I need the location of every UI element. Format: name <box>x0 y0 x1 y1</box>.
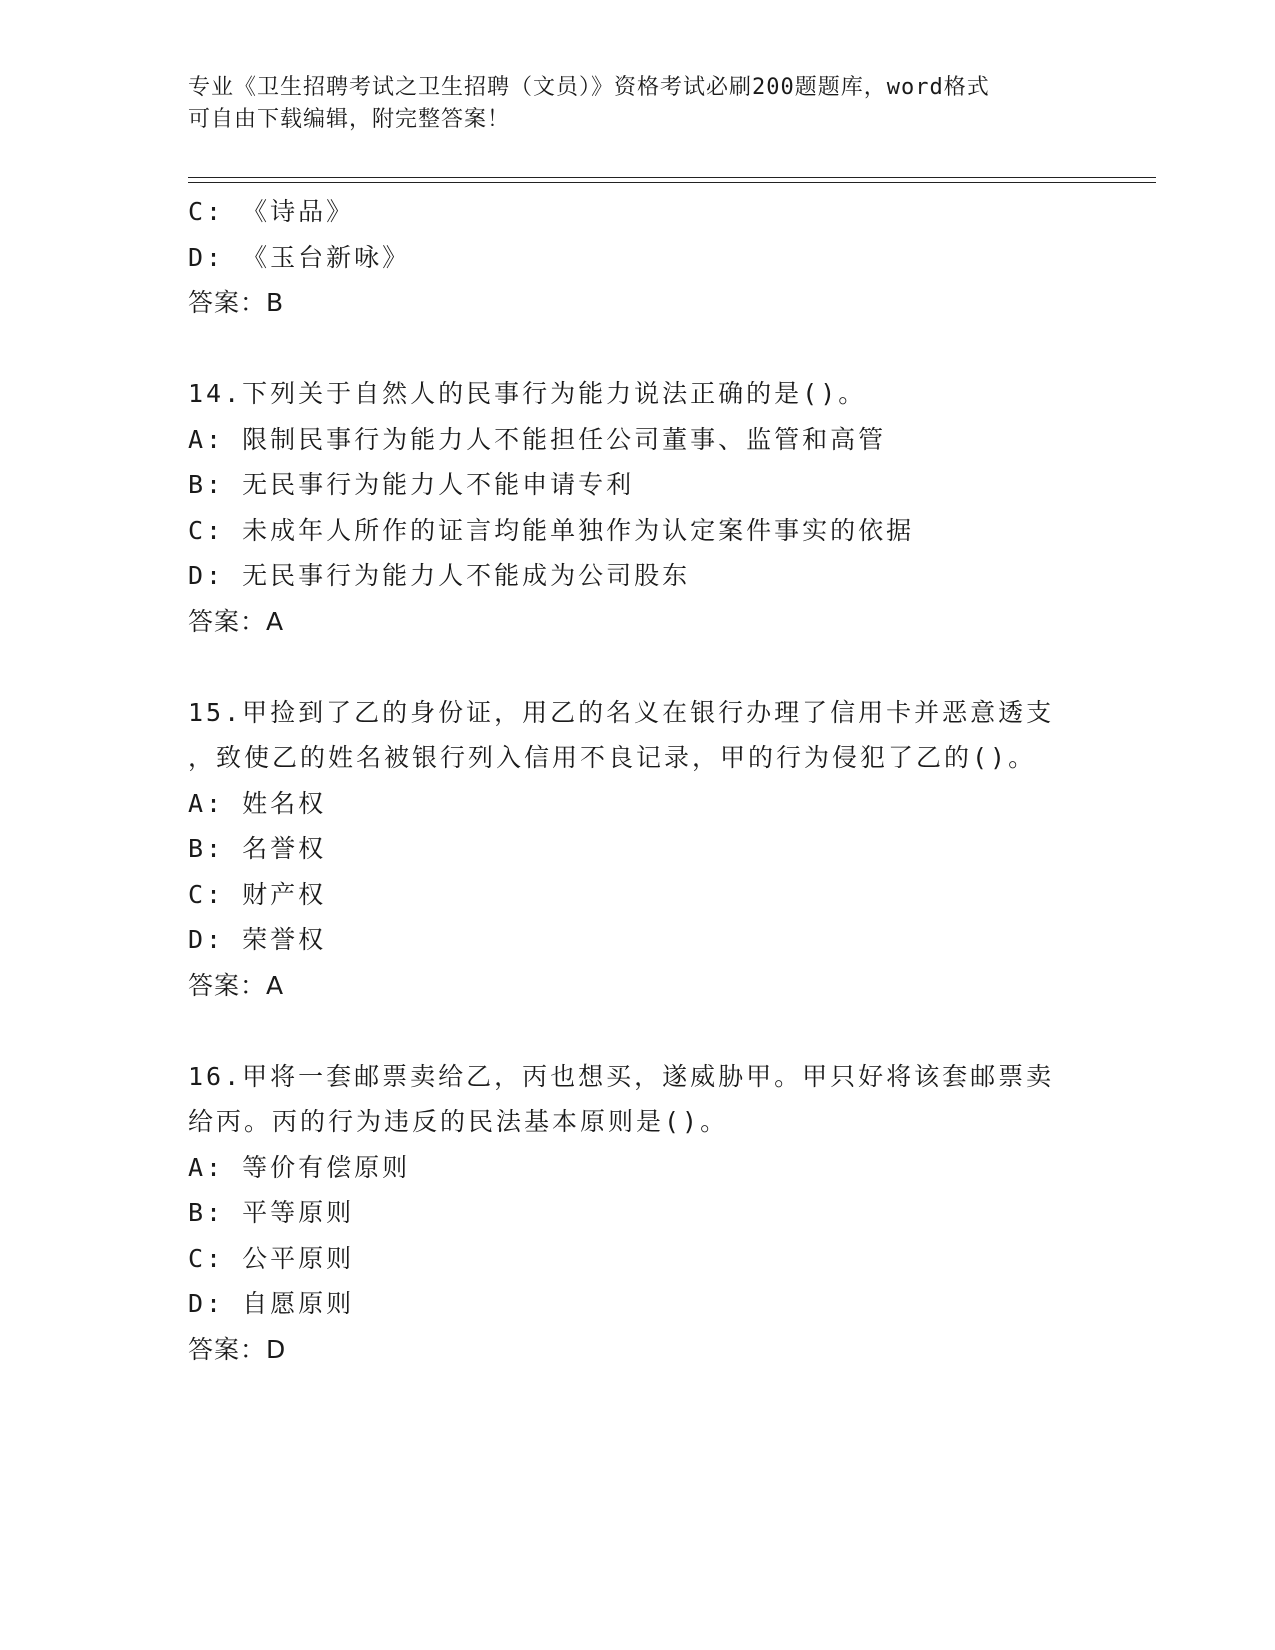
option-d: D: 自愿原则 <box>188 1289 355 1318</box>
document-header <box>188 72 1088 136</box>
question-stem-line-2: ，致使乙的姓名被银行列入信用不良记录，甲的行为侵犯了乙的()。 <box>188 743 1037 772</box>
header-divider-bottom <box>188 182 1156 183</box>
question-15 <box>188 690 1088 1009</box>
header-line-1: 专业《卫生招聘考试之卫生招聘（文员）》资格考试必刷200题题库，word格式 <box>188 75 990 100</box>
option-c: C: 未成年人所作的证言均能单独作为认定案件事实的依据 <box>188 515 915 545</box>
question-stem-line-2: 给丙。丙的行为违反的民法基本原则是()。 <box>188 1107 729 1136</box>
option-a: A: 限制民事行为能力人不能担任公司董事、监管和高管 <box>188 424 887 454</box>
question-13-continuation <box>188 189 1088 326</box>
option-d: D: 《玉台新咏》 <box>188 242 411 272</box>
option-c: C: 公平原则 <box>188 1243 355 1273</box>
option-b: B: 平等原则 <box>188 1198 355 1227</box>
question-16 <box>188 1054 1088 1373</box>
option-b: B: 名誉权 <box>188 834 327 863</box>
option-d: D: 荣誉权 <box>188 925 327 954</box>
option-d: D: 无民事行为能力人不能成为公司股东 <box>188 561 691 590</box>
header-divider-top <box>188 177 1156 178</box>
answer: 答案：B <box>188 288 285 317</box>
question-stem-line-1: 15.甲捡到了乙的身份证，用乙的名义在银行办理了信用卡并恶意透支 <box>188 697 1055 727</box>
question-14 <box>188 371 1088 644</box>
question-stem: 14.下列关于自然人的民事行为能力说法正确的是()。 <box>188 379 867 408</box>
answer: 答案：A <box>188 606 285 636</box>
answer: 答案：A <box>188 970 285 1000</box>
option-c: C: 《诗品》 <box>188 197 355 226</box>
question-spacer <box>188 326 1088 372</box>
question-content <box>188 189 1088 1372</box>
header-line-2: 可自由下载编辑，附完整答案！ <box>188 107 511 132</box>
question-spacer <box>188 1008 1088 1054</box>
option-c: C: 财产权 <box>188 879 327 909</box>
option-a: A: 姓名权 <box>188 788 327 818</box>
option-b: B: 无民事行为能力人不能申请专利 <box>188 470 635 499</box>
option-a: A: 等价有偿原则 <box>188 1152 411 1182</box>
question-stem-line-1: 16.甲将一套邮票卖给乙，丙也想买，遂威胁甲。甲只好将该套邮票卖 <box>188 1061 1055 1091</box>
question-spacer <box>188 644 1088 690</box>
answer: 答案：D <box>188 1334 287 1364</box>
